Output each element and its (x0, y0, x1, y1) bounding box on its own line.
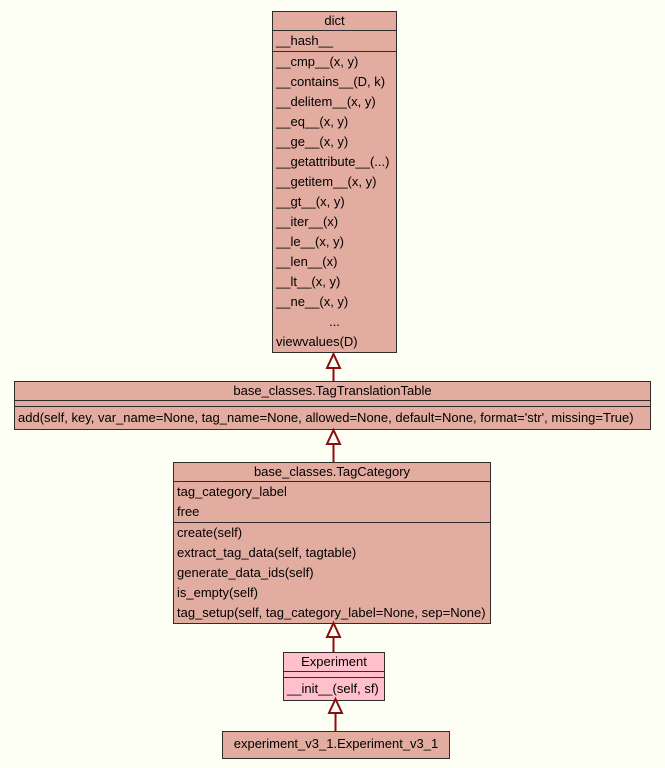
methods-compartment (284, 677, 384, 700)
method-row: __len__(x) (276, 254, 338, 269)
ellipsis-row: ... (329, 314, 340, 329)
class-name: dict (324, 13, 345, 28)
method-row: __init__(self, sf) (287, 681, 379, 696)
inheritance-arrow-tagcategory-to-tagtranslationtable (325, 429, 342, 462)
method-row: __eq__(x, y) (276, 114, 349, 129)
attributes-compartment (273, 30, 396, 51)
method-row: __ne__(x, y) (276, 294, 349, 309)
method-row: __contains__(D, k) (276, 74, 386, 89)
method-row: __gt__(x, y) (276, 194, 345, 209)
method-row: __cmp__(x, y) (276, 54, 359, 69)
attribute-row: tag_category_label (177, 484, 287, 499)
class-box-tagcategory (173, 462, 491, 624)
method-row: __iter__(x) (276, 214, 339, 229)
class-box-experiment (283, 652, 385, 701)
method-row: generate_data_ids(self) (177, 565, 314, 580)
method-row: __getattribute__(...) (276, 154, 390, 169)
method-row: is_empty(self) (177, 585, 258, 600)
method-row: __lt__(x, y) (276, 274, 341, 289)
inheritance-arrow-tagtranslationtable-to-dict (325, 353, 342, 381)
class-name: base_classes.TagCategory (253, 464, 411, 479)
inheritance-arrow-experiment-to-tagcategory (325, 622, 342, 652)
method-row: __delitem__(x, y) (276, 94, 376, 109)
methods-compartment (273, 51, 396, 352)
class-name: Experiment (301, 654, 367, 669)
methods-compartment (15, 406, 650, 429)
class-box-tagtranslationtable (14, 381, 651, 430)
method-row: __ge__(x, y) (276, 134, 349, 149)
attribute-row: free (177, 504, 200, 519)
method-row: add(self, key, var_name=None, tag_name=None, allowed=None, default=None, format='str', missing=True) (18, 410, 634, 425)
attribute-row: __hash__ (276, 33, 334, 48)
method-row: create(self) (177, 525, 243, 540)
methods-compartment (174, 522, 490, 623)
method-row: __getitem__(x, y) (276, 174, 377, 189)
class-box-dict (272, 11, 397, 353)
method-row: viewvalues(D) (276, 334, 358, 349)
class-box-experiment-v3-1 (222, 731, 450, 759)
class-name: experiment_v3_1.Experiment_v3_1 (233, 736, 439, 751)
method-row: extract_tag_data(self, tagtable) (177, 545, 357, 560)
inheritance-arrow-experiment-v3-1-to-experiment (327, 698, 344, 731)
class-name: base_classes.TagTranslationTable (233, 383, 432, 398)
method-row: __le__(x, y) (276, 234, 344, 249)
method-row: tag_setup(self, tag_category_label=None, sep=None) (177, 605, 486, 620)
attributes-compartment (174, 481, 490, 522)
